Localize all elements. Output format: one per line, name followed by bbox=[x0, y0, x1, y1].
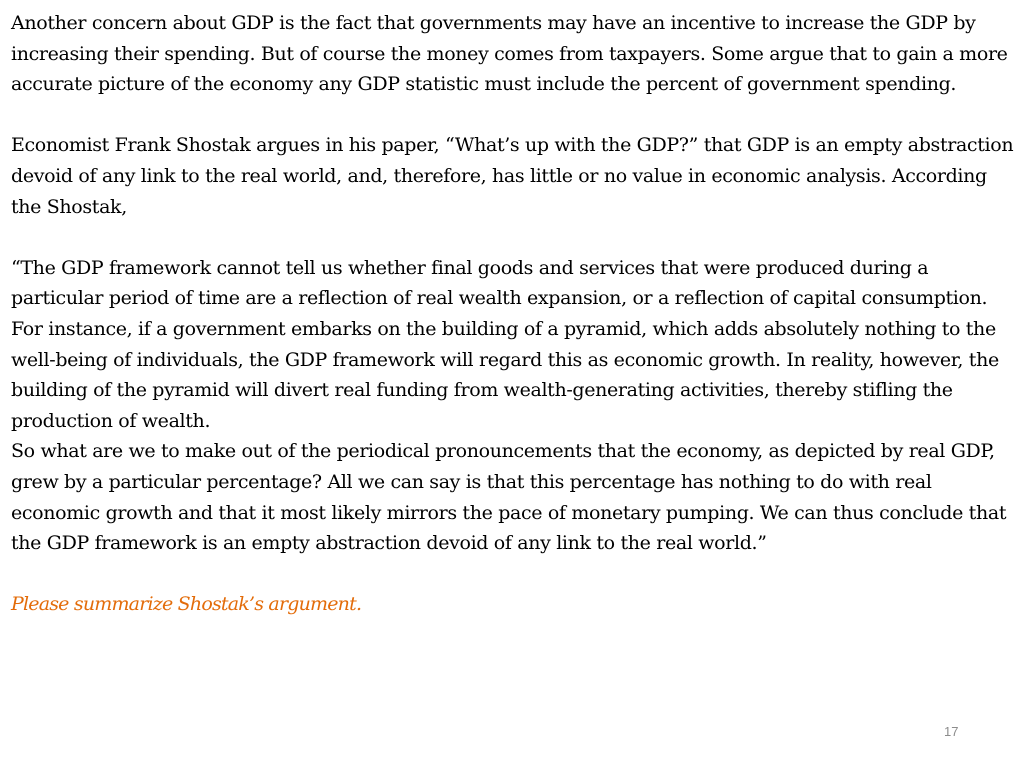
slide-body bbox=[11, 8, 1017, 620]
page-number: 17 bbox=[944, 724, 959, 739]
shostak-quote-paragraph: “The GDP framework cannot tell us whether final goods and services that were produced during a particular period of time are a reflection of real wealth expansion, or a reflection of capital consumption. For instance, if a government embarks on the building of a pyramid, which adds absolutely nothing to the well-being of individuals, the GDP framework will regard this as economic growth. In reality, however, the building of the pyramid will divert real funding from wealth-generating activities, thereby stifling the production of wealth. bbox=[11, 256, 999, 432]
paragraph-spacer bbox=[11, 222, 1017, 253]
gdp-concern-paragraph: Another concern about GDP is the fact that governments may have an incentive to increase the GDP by increasing their spending. But of course the money comes from taxpayers. Some argue that to gain a more accurate picture of the economy any GDP statistic must include the percent of government spending. bbox=[11, 12, 1008, 96]
paragraph-spacer bbox=[11, 559, 1017, 590]
shostak-intro-paragraph: Economist Frank Shostak argues in his paper, “What’s up with the GDP?” that GDP is an empty abstraction devoid of any link to the real world, and, therefore, has little or no value in economic analysis. According the Shostak, bbox=[11, 134, 1014, 218]
discussion-question: Please summarize Shostak’s argument. bbox=[11, 593, 362, 616]
paragraph-spacer bbox=[11, 100, 1017, 131]
shostak-quote-continuation: So what are we to make out of the periodical pronouncements that the economy, as depicted by real GDP, grew by a particular percentage? All we can say is that this percentage has nothing to do with real economic growth and that it most likely mirrors the pace of monetary pumping. We can thus conclude that the GDP framework is an empty abstraction devoid of any link to the real world.” bbox=[11, 440, 1007, 555]
